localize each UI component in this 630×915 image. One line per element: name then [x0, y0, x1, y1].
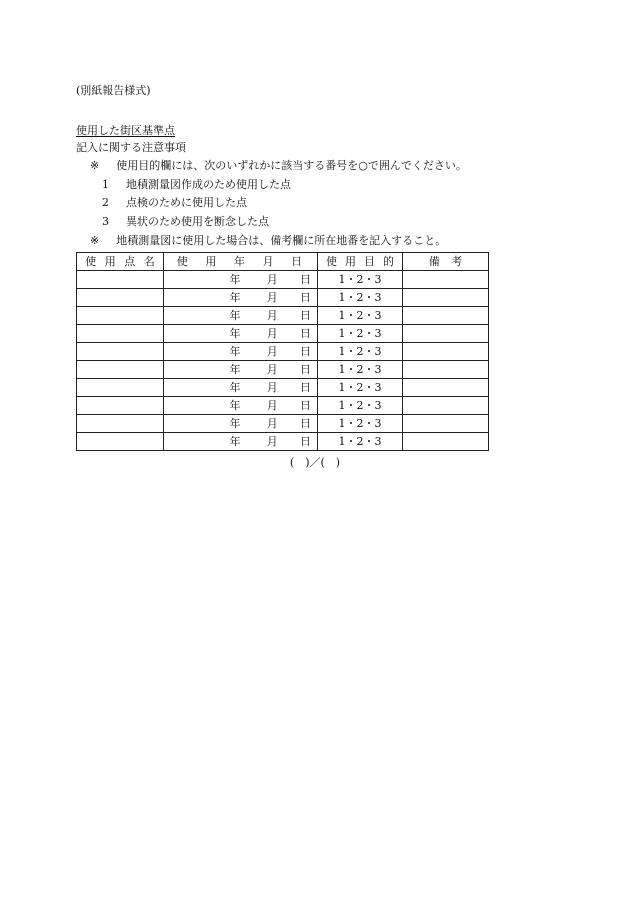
date-month-label: 月 — [266, 362, 278, 376]
date-day-label: 日 — [300, 344, 311, 358]
section-title: 使用した街区基準点 — [76, 124, 175, 137]
table-row — [77, 307, 489, 325]
cell-remarks[interactable] — [403, 361, 489, 379]
usage-table — [76, 252, 489, 451]
date-month-label: 月 — [266, 290, 278, 304]
table-row — [77, 415, 489, 433]
header-char: 用 — [104, 254, 116, 268]
cell-point-name[interactable] — [77, 271, 164, 289]
cell-purpose[interactable]: 1・2・3 — [318, 325, 403, 343]
cell-point-name[interactable] — [77, 307, 164, 325]
cell-date[interactable] — [164, 271, 318, 289]
header-char: 的 — [383, 254, 394, 268]
purpose-item-1 — [102, 178, 291, 191]
table-body — [77, 271, 489, 451]
cell-purpose[interactable]: 1・2・3 — [318, 343, 403, 361]
header-char: 用 — [205, 254, 217, 268]
cell-point-name[interactable] — [77, 379, 164, 397]
cell-point-name[interactable] — [77, 343, 164, 361]
table-row — [77, 379, 489, 397]
purpose-num: 2 — [102, 196, 109, 209]
purpose-text: 点検のために使用した点 — [126, 196, 247, 209]
purpose-text: 異状のため使用を断念した点 — [126, 215, 269, 228]
cell-purpose[interactable]: 1・2・3 — [318, 271, 403, 289]
table-row — [77, 325, 489, 343]
date-month-label: 月 — [266, 308, 278, 322]
cell-remarks[interactable] — [403, 343, 489, 361]
date-day-label: 日 — [300, 272, 311, 286]
header-char: 備 — [428, 254, 440, 268]
cell-date[interactable] — [164, 361, 318, 379]
date-month-label: 月 — [266, 380, 278, 394]
header-char: 使 — [176, 254, 188, 268]
note-1-text: 使用目的欄には、次のいずれかに該当する番号を○で囲んでください。 — [116, 159, 467, 172]
date-year-label: 年 — [229, 398, 241, 412]
cell-purpose[interactable]: 1・2・3 — [318, 397, 403, 415]
date-day-label: 日 — [300, 380, 311, 394]
cell-date[interactable] — [164, 433, 318, 451]
date-year-label: 年 — [229, 272, 241, 286]
cell-remarks[interactable] — [403, 397, 489, 415]
notes-heading: 記入に関する注意事項 — [76, 141, 186, 154]
cell-date[interactable] — [164, 325, 318, 343]
date-day-label: 日 — [300, 434, 311, 448]
header-char: 名 — [143, 254, 155, 268]
header-char: 目 — [364, 254, 375, 268]
date-day-label: 日 — [300, 398, 311, 412]
cell-point-name[interactable] — [77, 325, 164, 343]
cell-purpose[interactable]: 1・2・3 — [318, 307, 403, 325]
purpose-num: 1 — [102, 178, 109, 191]
table-row — [77, 433, 489, 451]
table-row — [77, 271, 489, 289]
header-char: 月 — [262, 254, 274, 268]
date-year-label: 年 — [229, 308, 241, 322]
cell-date[interactable] — [164, 397, 318, 415]
note-2-text: 地積測量図に使用した場合は、備考欄に所在地番を記入すること。 — [116, 234, 447, 247]
date-day-label: 日 — [300, 308, 311, 322]
date-month-label: 月 — [266, 416, 278, 430]
cell-purpose[interactable]: 1・2・3 — [318, 289, 403, 307]
note-2 — [90, 234, 446, 247]
table-row — [77, 397, 489, 415]
date-day-label: 日 — [300, 362, 311, 376]
header-point-name — [77, 253, 164, 271]
date-month-label: 月 — [266, 272, 278, 286]
header-char: 使 — [326, 254, 337, 268]
purpose-item-3 — [102, 215, 269, 228]
header-remarks — [403, 253, 489, 271]
date-month-label: 月 — [266, 344, 278, 358]
header-char: 日 — [291, 254, 303, 268]
page-counter: ( )／( ) — [289, 456, 341, 469]
date-year-label: 年 — [229, 416, 241, 430]
date-year-label: 年 — [229, 380, 241, 394]
date-day-label: 日 — [300, 416, 311, 430]
cell-remarks[interactable] — [403, 271, 489, 289]
cell-remarks[interactable] — [403, 325, 489, 343]
cell-remarks[interactable] — [403, 379, 489, 397]
table-row — [77, 289, 489, 307]
header-char: 年 — [233, 254, 245, 268]
cell-purpose[interactable]: 1・2・3 — [318, 361, 403, 379]
date-month-label: 月 — [266, 434, 278, 448]
date-year-label: 年 — [229, 434, 241, 448]
note-1 — [90, 159, 467, 172]
date-day-label: 日 — [300, 290, 311, 304]
cell-date[interactable] — [164, 415, 318, 433]
header-date — [164, 253, 318, 271]
cell-date[interactable] — [164, 343, 318, 361]
header-char: 考 — [451, 254, 463, 268]
cell-point-name[interactable] — [77, 433, 164, 451]
date-year-label: 年 — [229, 362, 241, 376]
table-header-row — [77, 253, 489, 271]
header-char: 用 — [345, 254, 356, 268]
cell-date[interactable] — [164, 379, 318, 397]
cell-remarks[interactable] — [403, 289, 489, 307]
date-year-label: 年 — [229, 344, 241, 358]
cell-purpose[interactable]: 1・2・3 — [318, 415, 403, 433]
note-2-mark: ※ — [90, 234, 100, 247]
header-char: 点 — [124, 254, 136, 268]
date-day-label: 日 — [300, 326, 311, 340]
cell-point-name[interactable] — [77, 361, 164, 379]
cell-remarks[interactable] — [403, 415, 489, 433]
cell-point-name[interactable] — [77, 397, 164, 415]
table-row — [77, 343, 489, 361]
cell-point-name[interactable] — [77, 289, 164, 307]
cell-remarks[interactable] — [403, 307, 489, 325]
cell-date[interactable] — [164, 289, 318, 307]
cell-remarks[interactable] — [403, 433, 489, 451]
cell-purpose[interactable]: 1・2・3 — [318, 379, 403, 397]
date-month-label: 月 — [266, 326, 278, 340]
cell-purpose[interactable]: 1・2・3 — [318, 433, 403, 451]
table-row — [77, 361, 489, 379]
header-char: 使 — [85, 254, 97, 268]
cell-point-name[interactable] — [77, 415, 164, 433]
date-year-label: 年 — [229, 326, 241, 340]
purpose-text: 地積測量図作成のため使用した点 — [126, 178, 291, 191]
header-purpose — [318, 253, 403, 271]
purpose-num: 3 — [102, 215, 109, 228]
date-month-label: 月 — [266, 398, 278, 412]
form-label: (別紙報告様式) — [76, 84, 151, 97]
date-year-label: 年 — [229, 290, 241, 304]
note-1-mark: ※ — [90, 159, 100, 172]
cell-date[interactable] — [164, 307, 318, 325]
purpose-item-2 — [102, 196, 247, 209]
